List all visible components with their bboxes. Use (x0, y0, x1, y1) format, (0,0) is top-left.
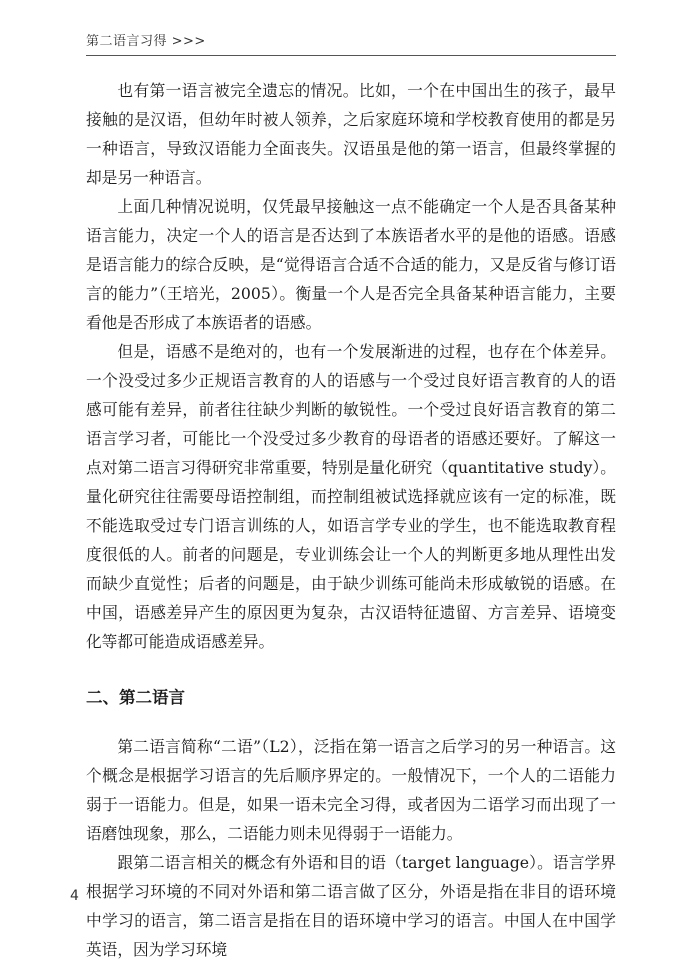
paragraph: 但是，语感不是绝对的，也有一个发展渐进的过程，也存在个体差异。一个没受过多少正规语言教育的人的语感与一个受过良好语言教育的人的语感可能有差异，前者往往缺少判断的敏锐性。一个受过良好语言教育的第二语言学习者，可能比一个没受过多少教育的母语者的语感还要好。了解这一点对第二语言习得研究非常重要，特别是量化研究（quantitative study）。量化研究往往需要母语控制组，而控制组被试选择就应该有一定的标准，既不能选取受过专门语言训练的人，如语言学专业的学生，也不能选取教育程度很低的人。前者的问题是，专业训练会让一个人的判断更多地从理性出发而缺少直觉性；后者的问题是，由于缺少训练可能尚未形成敏锐的语感。在中国，语感差异产生的原因更为复杂，古汉语特征遗留、方言差异、语境变化等都可能造成语感差异。 (86, 342, 616, 651)
paragraph: 第二语言简称“二语”（L2），泛指在第一语言之后学习的另一种语言。这个概念是根据学习语言的先后顺序界定的。一般情况下，一个人的二语能力弱于一语能力。但是，如果一语未完全习得，或者因为二语学习而出现了一语磨蚀现象，那么，二语能力则未见得弱于一语能力。 (86, 737, 616, 843)
running-header: 第二语言习得 >>> (86, 30, 616, 56)
body-text (86, 76, 616, 964)
paragraph: 跟第二语言相关的概念有外语和目的语（target language）。语言学界根据学习环境的不同对外语和第二语言做了区分，外语是指在非目的语环境中学习的语言，第二语言是指在目的语环境中学习的语言。中国人在中国学英语，因为学习环境 (86, 853, 616, 959)
paragraph: 上面几种情况说明，仅凭最早接触这一点不能确定一个人是否具备某种语言能力，决定一个人的语言是否达到了本族语者水平的是他的语感。语感是语言能力的综合反映，是“觉得语言合适不合适的能力，又是反省与修订语言的能力”（王培光，2005）。衡量一个人是否完全具备某种语言能力，主要看他是否形成了本族语者的语感。 (86, 197, 616, 332)
section-heading: 二、第二语言 (86, 688, 185, 707)
paragraph: 也有第一语言被完全遗忘的情况。比如，一个在中国出生的孩子，最早接触的是汉语，但幼年时被人领养，之后家庭环境和学校教育使用的都是另一种语言，导致汉语能力全面丧失。汉语虽是他的第一语言，但最终掌握的却是另一种语言。 (86, 81, 616, 187)
page-number: 4 (70, 888, 79, 904)
